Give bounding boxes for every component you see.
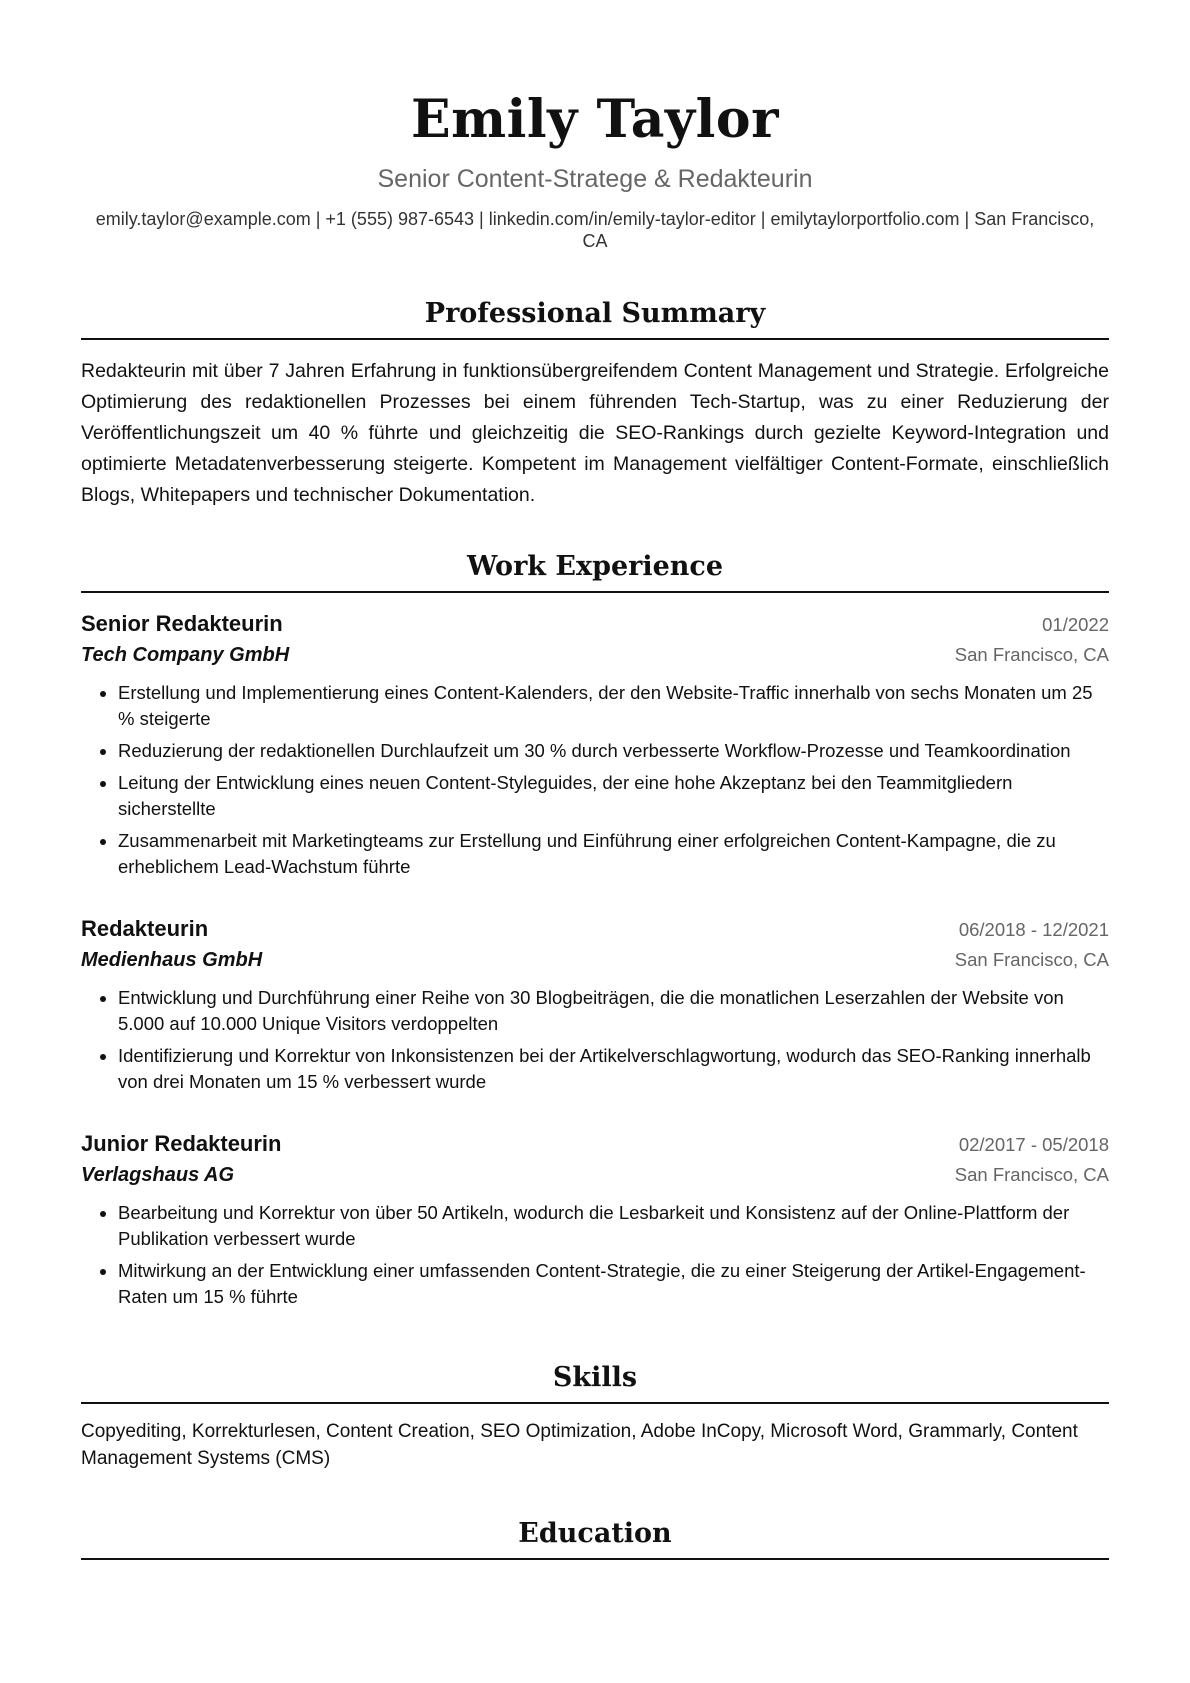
job-title: Redakteurin bbox=[81, 916, 209, 941]
summary-heading: Professional Summary bbox=[81, 296, 1109, 340]
company-name: Tech Company GmbH bbox=[81, 644, 290, 666]
job-entry bbox=[81, 914, 1109, 1095]
job-entry bbox=[81, 1129, 1109, 1310]
job-bullet: • Zusammenarbeit mit Marketingteams zur Erstellung und Einführung einer erfolgreichen Content-Kampagne, die zu erheblichem Lead-Wachstum führte bbox=[118, 828, 1109, 880]
job-title: Senior Redakteurin bbox=[81, 611, 283, 636]
job-bullet: • Entwicklung und Durchführung einer Reihe von 30 Blogbeiträgen, die die monatlichen Leserzahlen der Website von 5.000 auf 10.000 Unique Visitors verdoppelten bbox=[118, 985, 1109, 1037]
skills-text: Copyediting, Korrekturlesen, Content Creation, SEO Optimization, Adobe InCopy, Microsoft Word, Grammarly, Content Management Systems (CMS) bbox=[81, 1421, 1078, 1469]
job-bullet: • Identifizierung und Korrektur von Inkonsistenzen bei der Artikelverschlagwortung, wodurch das SEO-Ranking innerhalb von drei Monaten um 15 % verbessert wurde bbox=[118, 1043, 1109, 1095]
job-title: Junior Redakteurin bbox=[81, 1131, 282, 1156]
skills-section bbox=[81, 1360, 1109, 1472]
job-location: San Francisco, CA bbox=[954, 949, 1109, 970]
job-bullets bbox=[81, 680, 1109, 880]
job-bullet: • Leitung der Entwicklung eines neuen Content-Styleguides, der eine hohe Akzeptanz bei den Teammitgliedern sicherstellte bbox=[118, 770, 1109, 822]
candidate-headline: Senior Content-Stratege & Redakteurin bbox=[377, 165, 813, 193]
job-location: San Francisco, CA bbox=[954, 1164, 1109, 1185]
work-experience-section bbox=[81, 549, 1109, 1310]
education-section bbox=[81, 1516, 1109, 1560]
skills-heading: Skills bbox=[81, 1360, 1109, 1404]
company-name: Medienhaus GmbH bbox=[81, 949, 263, 971]
job-date: 02/2017 - 05/2018 bbox=[958, 1134, 1109, 1155]
summary-text: Redakteurin mit über 7 Jahren Erfahrung in funktionsübergreifendem Content Management und Strategie. Erfolgreiche Optimierung des redaktionellen Prozesses bei einem führenden Tech-Startup, was zu einer Reduzierung der Veröffentlichungszeit um 40 % führte und gleichzeitig die SEO-Rankings durch gezielte Keyword-Integration und optimierte Metadatenverbesserung steigerte. Kompetent im Management vielfältiger Content-Formate, einschließlich Blogs, Whitepapers und technischer Dokumentation. bbox=[81, 360, 1109, 506]
job-date: 06/2018 - 12/2021 bbox=[958, 919, 1109, 940]
job-bullet: • Reduzierung der redaktionellen Durchlaufzeit um 30 % durch verbesserte Workflow-Prozesse und Teamkoordination bbox=[118, 738, 1109, 764]
job-bullet: • Erstellung und Implementierung eines Content-Kalenders, der den Website-Traffic innerhalb von sechs Monaten um 25 % steigerte bbox=[118, 680, 1109, 732]
education-heading: Education bbox=[81, 1516, 1109, 1560]
job-bullets bbox=[81, 1200, 1109, 1310]
resume-header bbox=[81, 0, 1109, 252]
contact-line: emily.taylor@example.com | +1 (555) 987-6543 | linkedin.com/in/emily-taylor-editor | emilytaylorportfolio.com | San Francisco, CA bbox=[95, 209, 1095, 251]
summary-section bbox=[81, 296, 1109, 511]
job-bullet: • Mitwirkung an der Entwicklung einer umfassenden Content-Strategie, die zu einer Steigerung der Artikel-Engagement-Raten um 15 % führte bbox=[118, 1258, 1109, 1310]
job-date: 01/2022 bbox=[1042, 614, 1109, 635]
job-location: San Francisco, CA bbox=[954, 644, 1109, 665]
job-entry bbox=[81, 609, 1109, 880]
job-bullets bbox=[81, 985, 1109, 1095]
company-name: Verlagshaus AG bbox=[81, 1164, 235, 1186]
candidate-name: Emily Taylor bbox=[411, 89, 779, 150]
job-bullet: • Bearbeitung und Korrektur von über 50 Artikeln, wodurch die Lesbarkeit und Konsistenz auf der Online-Plattform der Publikation verbessert wurde bbox=[118, 1200, 1109, 1252]
work-experience-heading: Work Experience bbox=[81, 549, 1109, 593]
